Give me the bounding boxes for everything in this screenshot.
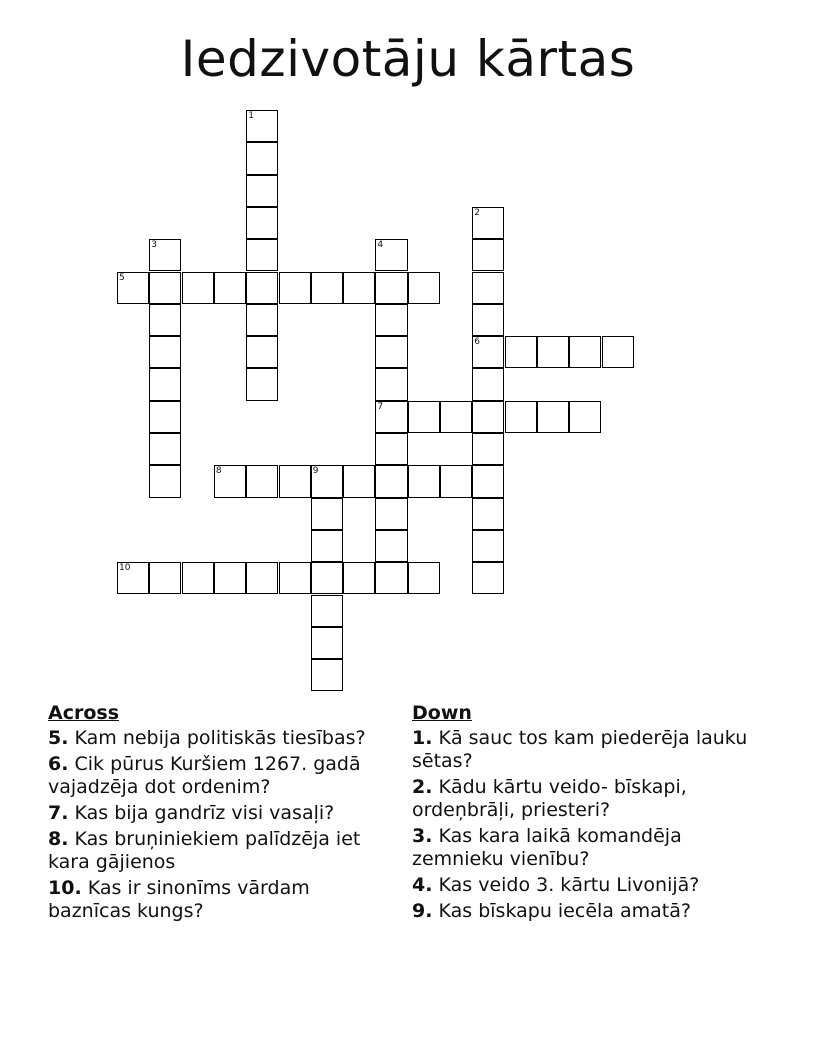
clue-across-5: 5. Kam nebija politiskās tiesības? xyxy=(48,727,366,749)
grid-cell[interactable] xyxy=(569,401,601,433)
grid-cell[interactable] xyxy=(279,272,311,304)
clue-number-label: 3 xyxy=(151,240,158,251)
grid-cell[interactable] xyxy=(149,304,181,336)
clue-number-label: 8 xyxy=(215,466,222,477)
clue-down-2: 2. Kādu kārtu veido- bīskapi, ordeņbrāļi, priesteri? xyxy=(412,776,687,821)
grid-cell[interactable] xyxy=(408,272,440,304)
across-clues xyxy=(48,702,378,926)
grid-cell[interactable] xyxy=(246,142,278,174)
grid-cell[interactable] xyxy=(472,433,504,465)
grid-cell[interactable] xyxy=(472,368,504,400)
grid-cell[interactable] xyxy=(279,562,311,594)
grid-cell[interactable] xyxy=(408,401,440,433)
clue-number-label: 2 xyxy=(474,207,481,218)
grid-cell[interactable] xyxy=(375,530,407,562)
grid-cell[interactable] xyxy=(149,272,181,304)
grid-cell[interactable] xyxy=(375,562,407,594)
clue-down-3: 3. Kas kara laikā komandēja zemnieku vienību? xyxy=(412,825,682,870)
grid-cell[interactable] xyxy=(311,498,343,530)
grid-cell[interactable] xyxy=(375,401,407,433)
puzzle-title: Iedzivotāju kārtas xyxy=(180,30,636,88)
clue-across-8: 8. Kas bruņiniekiem palīdzēja iet kara gājienos xyxy=(48,828,361,873)
clue-number-label: 1 xyxy=(248,111,254,121)
clue-across-6: 6. Cik pūrus Kuršiem 1267. gadā vajadzēja dot ordenim? xyxy=(48,753,361,798)
grid-cell[interactable] xyxy=(279,465,311,497)
grid-cell[interactable] xyxy=(149,239,181,271)
grid-cell[interactable] xyxy=(311,562,343,594)
grid-cell[interactable] xyxy=(408,562,440,594)
grid-cell[interactable] xyxy=(246,272,278,304)
grid-cell[interactable] xyxy=(440,465,472,497)
grid-cell[interactable] xyxy=(472,336,504,368)
grid-cell[interactable] xyxy=(472,401,504,433)
grid-cell[interactable] xyxy=(246,207,278,239)
grid-cell[interactable] xyxy=(375,304,407,336)
grid-cell[interactable] xyxy=(375,368,407,400)
clue-number-label: 10 xyxy=(119,563,131,574)
grid-cell[interactable] xyxy=(149,562,181,594)
clue-down-9: 9. Kas bīskapu iecēla amatā? xyxy=(412,900,691,922)
grid-cell[interactable] xyxy=(375,239,407,271)
across-heading: Across xyxy=(48,702,120,724)
grid-cell[interactable] xyxy=(149,336,181,368)
grid-cell[interactable] xyxy=(472,272,504,304)
grid-cell[interactable] xyxy=(440,401,472,433)
down-heading: Down xyxy=(412,702,472,724)
grid-cell[interactable] xyxy=(569,336,601,368)
grid-cell[interactable] xyxy=(343,562,375,594)
grid-cell[interactable] xyxy=(375,336,407,368)
grid-cell[interactable] xyxy=(214,562,246,594)
grid-cell[interactable] xyxy=(246,110,278,142)
grid-cell[interactable] xyxy=(472,239,504,271)
grid-cell[interactable] xyxy=(246,562,278,594)
grid-cell[interactable] xyxy=(408,465,440,497)
grid-cell[interactable] xyxy=(149,401,181,433)
clue-down-1: 1. Kā sauc tos kam piederēja lauku sētas? xyxy=(412,727,748,772)
grid-cell[interactable] xyxy=(311,530,343,562)
grid-cell[interactable] xyxy=(472,498,504,530)
grid-cell[interactable] xyxy=(246,175,278,207)
clue-across-7: 7. Kas bija gandrīz visi vasaļi? xyxy=(48,802,335,824)
grid-cell[interactable] xyxy=(472,207,504,239)
grid-cell[interactable] xyxy=(375,498,407,530)
grid-cell[interactable] xyxy=(472,530,504,562)
grid-cell[interactable] xyxy=(117,562,149,594)
grid-cell[interactable] xyxy=(602,336,634,368)
grid-cell[interactable] xyxy=(182,562,214,594)
grid-cell[interactable] xyxy=(246,239,278,271)
grid-cell[interactable] xyxy=(214,465,246,497)
grid-cell[interactable] xyxy=(375,465,407,497)
grid-cell[interactable] xyxy=(214,272,246,304)
grid-cell[interactable] xyxy=(472,304,504,336)
grid-cell[interactable] xyxy=(311,465,343,497)
grid-cell[interactable] xyxy=(117,272,149,304)
clue-down-4: 4. Kas veido 3. kārtu Livonijā? xyxy=(412,874,700,896)
clue-number-label: 6 xyxy=(474,337,481,348)
clue-across-10: 10. Kas ir sinonīms vārdam baznīcas kungs? xyxy=(48,877,310,922)
down-clues xyxy=(412,702,752,926)
grid-cell[interactable] xyxy=(311,595,343,627)
clue-number-label: 9 xyxy=(312,466,319,477)
clue-number-label: 4 xyxy=(377,240,384,251)
grid-cell[interactable] xyxy=(246,336,278,368)
grid-cell[interactable] xyxy=(537,336,569,368)
grid-cell[interactable] xyxy=(343,272,375,304)
grid-cell[interactable] xyxy=(149,433,181,465)
grid-cell[interactable] xyxy=(311,659,343,691)
clue-number-label: 7 xyxy=(377,401,384,412)
grid-cell[interactable] xyxy=(246,368,278,400)
grid-cell[interactable] xyxy=(343,465,375,497)
grid-cell[interactable] xyxy=(246,465,278,497)
grid-cell[interactable] xyxy=(375,272,407,304)
grid-cell[interactable] xyxy=(537,401,569,433)
grid-cell[interactable] xyxy=(149,368,181,400)
grid-cell[interactable] xyxy=(149,465,181,497)
grid-cell[interactable] xyxy=(311,627,343,659)
grid-cell[interactable] xyxy=(246,304,278,336)
grid-cell[interactable] xyxy=(311,272,343,304)
grid-cell[interactable] xyxy=(505,401,537,433)
grid-cell[interactable] xyxy=(472,562,504,594)
grid-cell[interactable] xyxy=(375,433,407,465)
grid-cell[interactable] xyxy=(472,465,504,497)
clue-number-label: 5 xyxy=(119,272,125,283)
grid-cell[interactable] xyxy=(182,272,214,304)
grid-cell[interactable] xyxy=(505,336,537,368)
